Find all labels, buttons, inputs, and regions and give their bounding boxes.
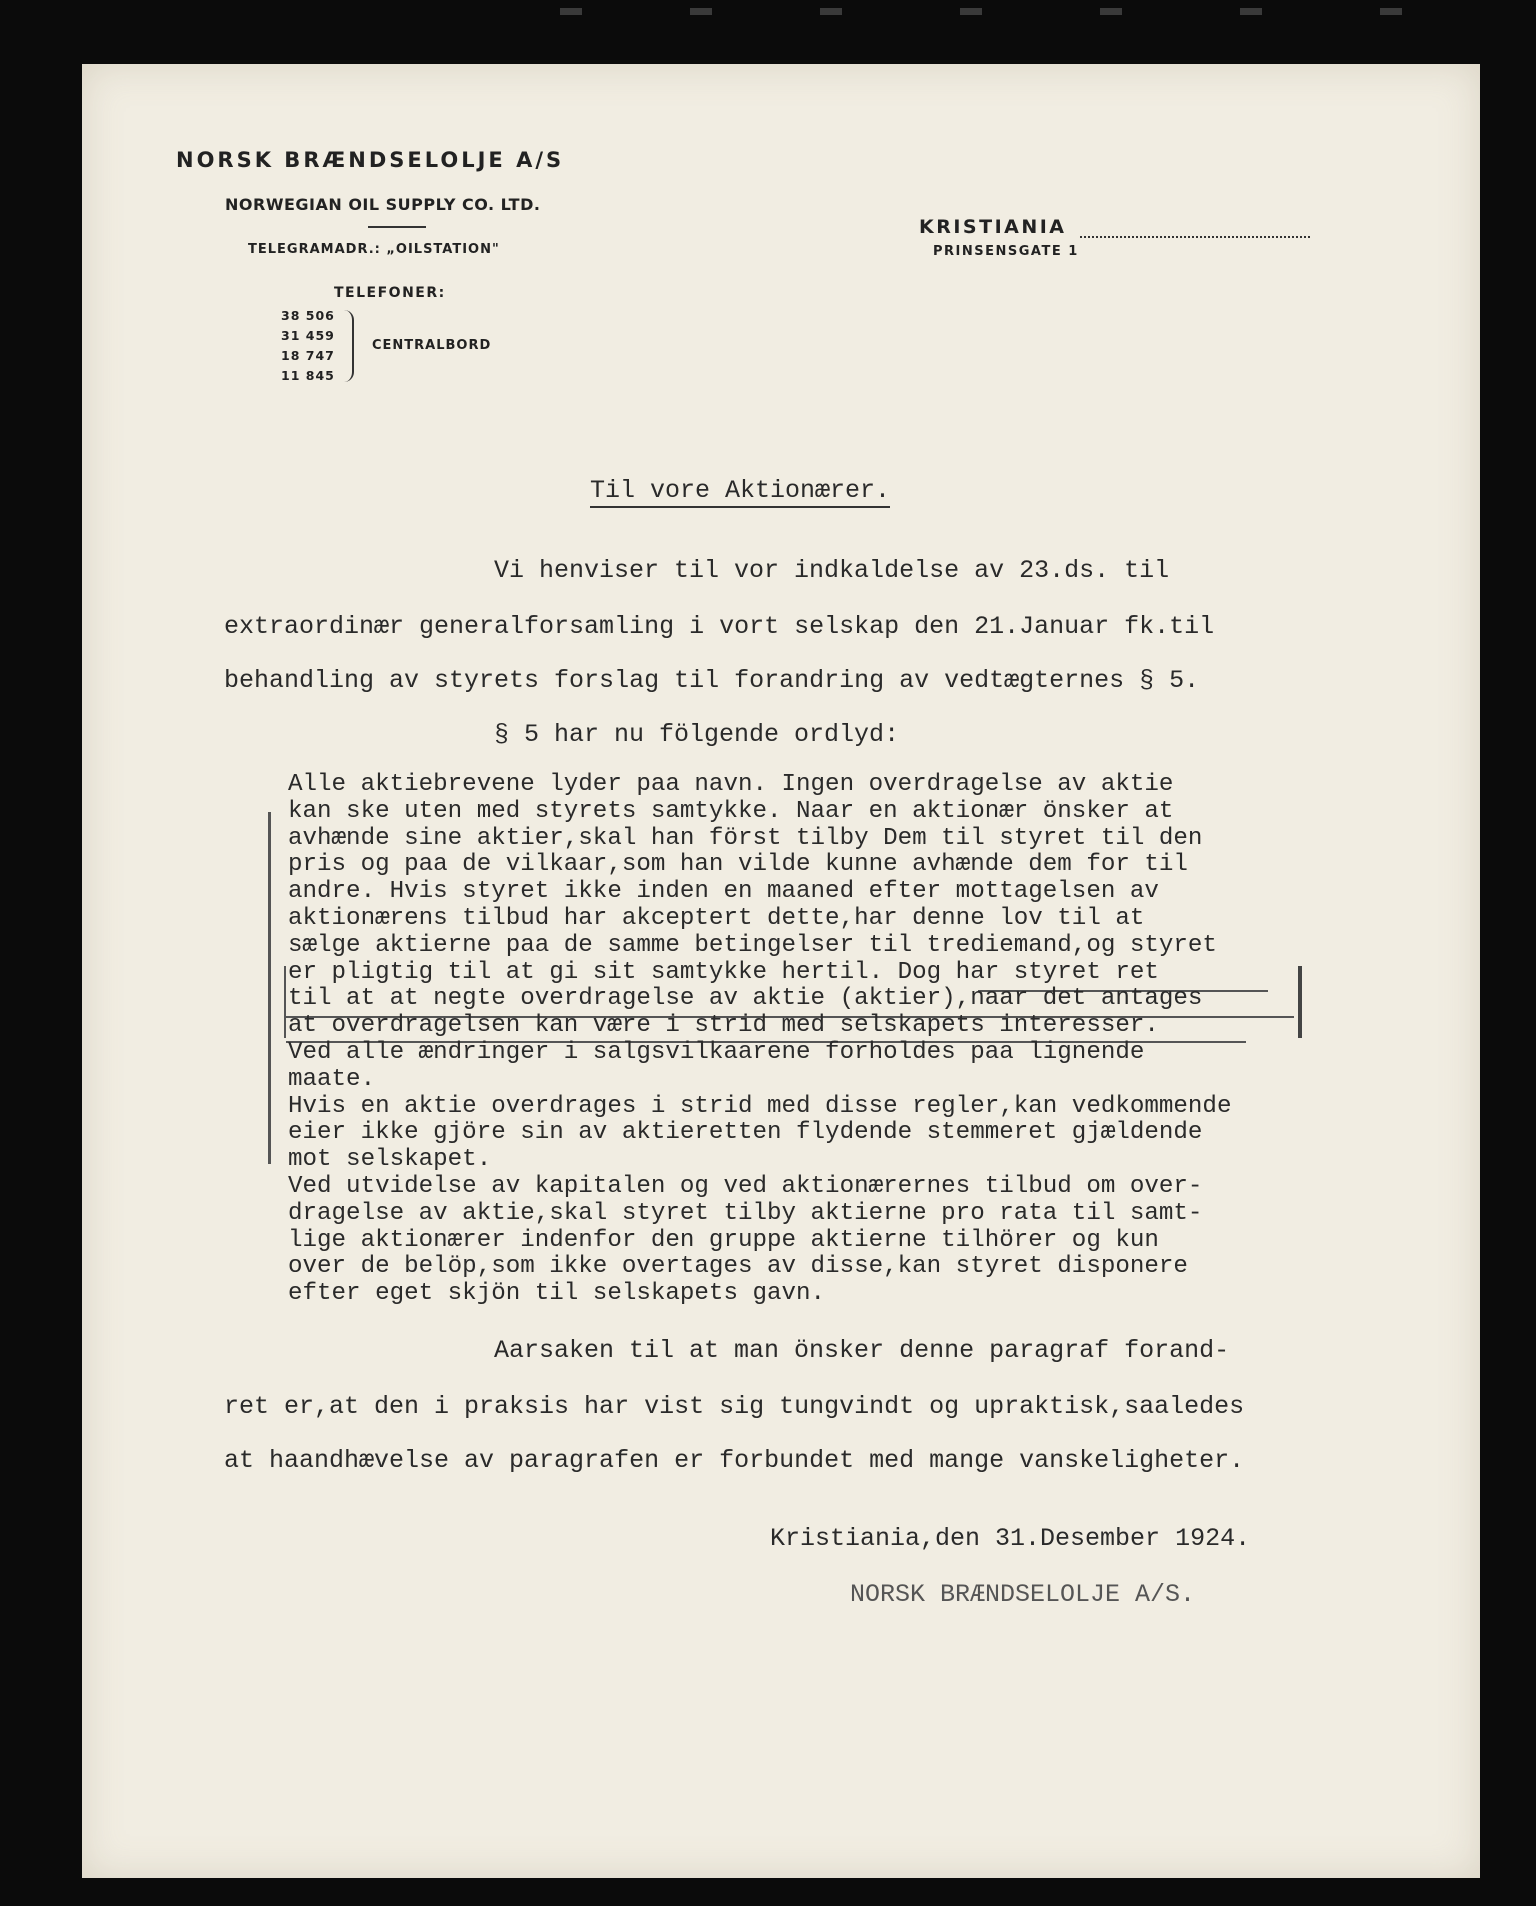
company-name-english: NORWEGIAN OIL SUPPLY CO. LTD.	[225, 195, 541, 214]
quote-line: er pligtig til at gi sit samtykke hertil. Dog har styret ret	[288, 958, 1159, 986]
reason-line: at haandhævelse av paragrafen er forbundet med mange vanskeligheter.	[224, 1446, 1245, 1475]
margin-mark	[268, 812, 271, 1164]
street-address: PRINSENSGATE 1	[933, 244, 1079, 259]
quote-line: Hvis en aktie overdrages i strid med disse regler,kan vedkommende	[288, 1092, 1232, 1120]
quote-line: mot selskapet.	[288, 1146, 492, 1174]
company-name: NORSK BRÆNDSELOLJE A/S	[176, 148, 565, 172]
letterhead-divider	[368, 226, 426, 228]
quote-line: lige aktionærer indenfor den gruppe aktierne tilhörer og kun	[288, 1226, 1159, 1254]
quote-line: kan ske uten med styrets samtykke. Naar en aktionær önsker at	[288, 797, 1174, 825]
quote-line: til at at negte overdragelse av aktie (aktier),naar det antages	[288, 985, 1203, 1013]
signature-stamp: NORSK BRÆNDSELOLJE A/S.	[850, 1580, 1196, 1609]
quote-line: Ved utvidelse av kapitalen og ved aktionærernes tilbud om over-	[288, 1172, 1203, 1200]
top-edge-marks	[0, 0, 1536, 24]
quote-line: andre. Hvis styret ikke inden en maaned efter mottagelsen av	[288, 878, 1159, 906]
phone-number: 18 747	[281, 348, 335, 363]
switchboard-label: CENTRALBORD	[372, 338, 492, 353]
quote-line: aktionærens tilbud har akceptert dette,har denne lov til at	[288, 904, 1145, 932]
phone-number: 38 506	[281, 308, 335, 323]
quote-line: dragelse av aktie,skal styret tilby aktierne pro rata til samt-	[288, 1199, 1203, 1227]
intro-line: behandling av styrets forslag til forandring av vedtægternes § 5.	[224, 666, 1200, 695]
letter-title: Til vore Aktionærer.	[590, 476, 890, 508]
reason-line: ret er,at den i praksis har vist sig tungvindt og upraktisk,saaledes	[224, 1392, 1245, 1421]
quote-line: over de belöp,som ikke overtages av disse,kan styret disponere	[288, 1253, 1188, 1281]
reason-line: Aarsaken til at man önsker denne paragraf forand-	[494, 1336, 1230, 1365]
bylaw-quote	[288, 772, 1231, 1308]
quote-line: pris og paa de vilkaar,som han vilde kunne avhænde dem for til	[288, 851, 1188, 879]
quote-line: at overdragelsen kan være i strid med selskapets interesser.	[288, 1012, 1159, 1040]
intro-line: Vi henviser til vor indkaldelse av 23.ds. til	[494, 556, 1170, 585]
quote-line: efter eget skjön til selskapets gavn.	[288, 1280, 826, 1308]
quote-line: avhænde sine aktier,skal han först tilby Dem til styret til den	[288, 824, 1203, 852]
quote-line: sælge aktierne paa de samme betingelser til trediemand,og styret	[288, 931, 1217, 959]
date-line: Kristiania,den 31.Desember 1924.	[770, 1524, 1251, 1553]
intro-line: § 5 har nu fölgende ordlyd:	[494, 720, 900, 749]
quote-line: eier ikke gjöre sin av aktieretten flydende stemmeret gjældende	[288, 1119, 1203, 1147]
phone-number: 11 845	[281, 368, 335, 383]
phones-brace	[344, 310, 354, 382]
phones-heading: TELEFONER:	[334, 285, 446, 301]
quote-line: Alle aktiebrevene lyder paa navn. Ingen overdragelse av aktie	[288, 771, 1174, 798]
phone-numbers	[281, 306, 335, 386]
city-name: KRISTIANIA	[919, 216, 1067, 238]
date-dotted-line	[1080, 236, 1310, 238]
quote-line: Ved alle ændringer i salgsvilkaarene forholdes paa lignende	[288, 1038, 1145, 1066]
quote-line: maate.	[288, 1065, 376, 1093]
telegram-address: TELEGRAMADR.: „OILSTATION"	[248, 242, 500, 257]
phone-number: 31 459	[281, 328, 335, 343]
intro-line: extraordinær generalforsamling i vort selskap den 21.Januar fk.til	[224, 612, 1215, 641]
